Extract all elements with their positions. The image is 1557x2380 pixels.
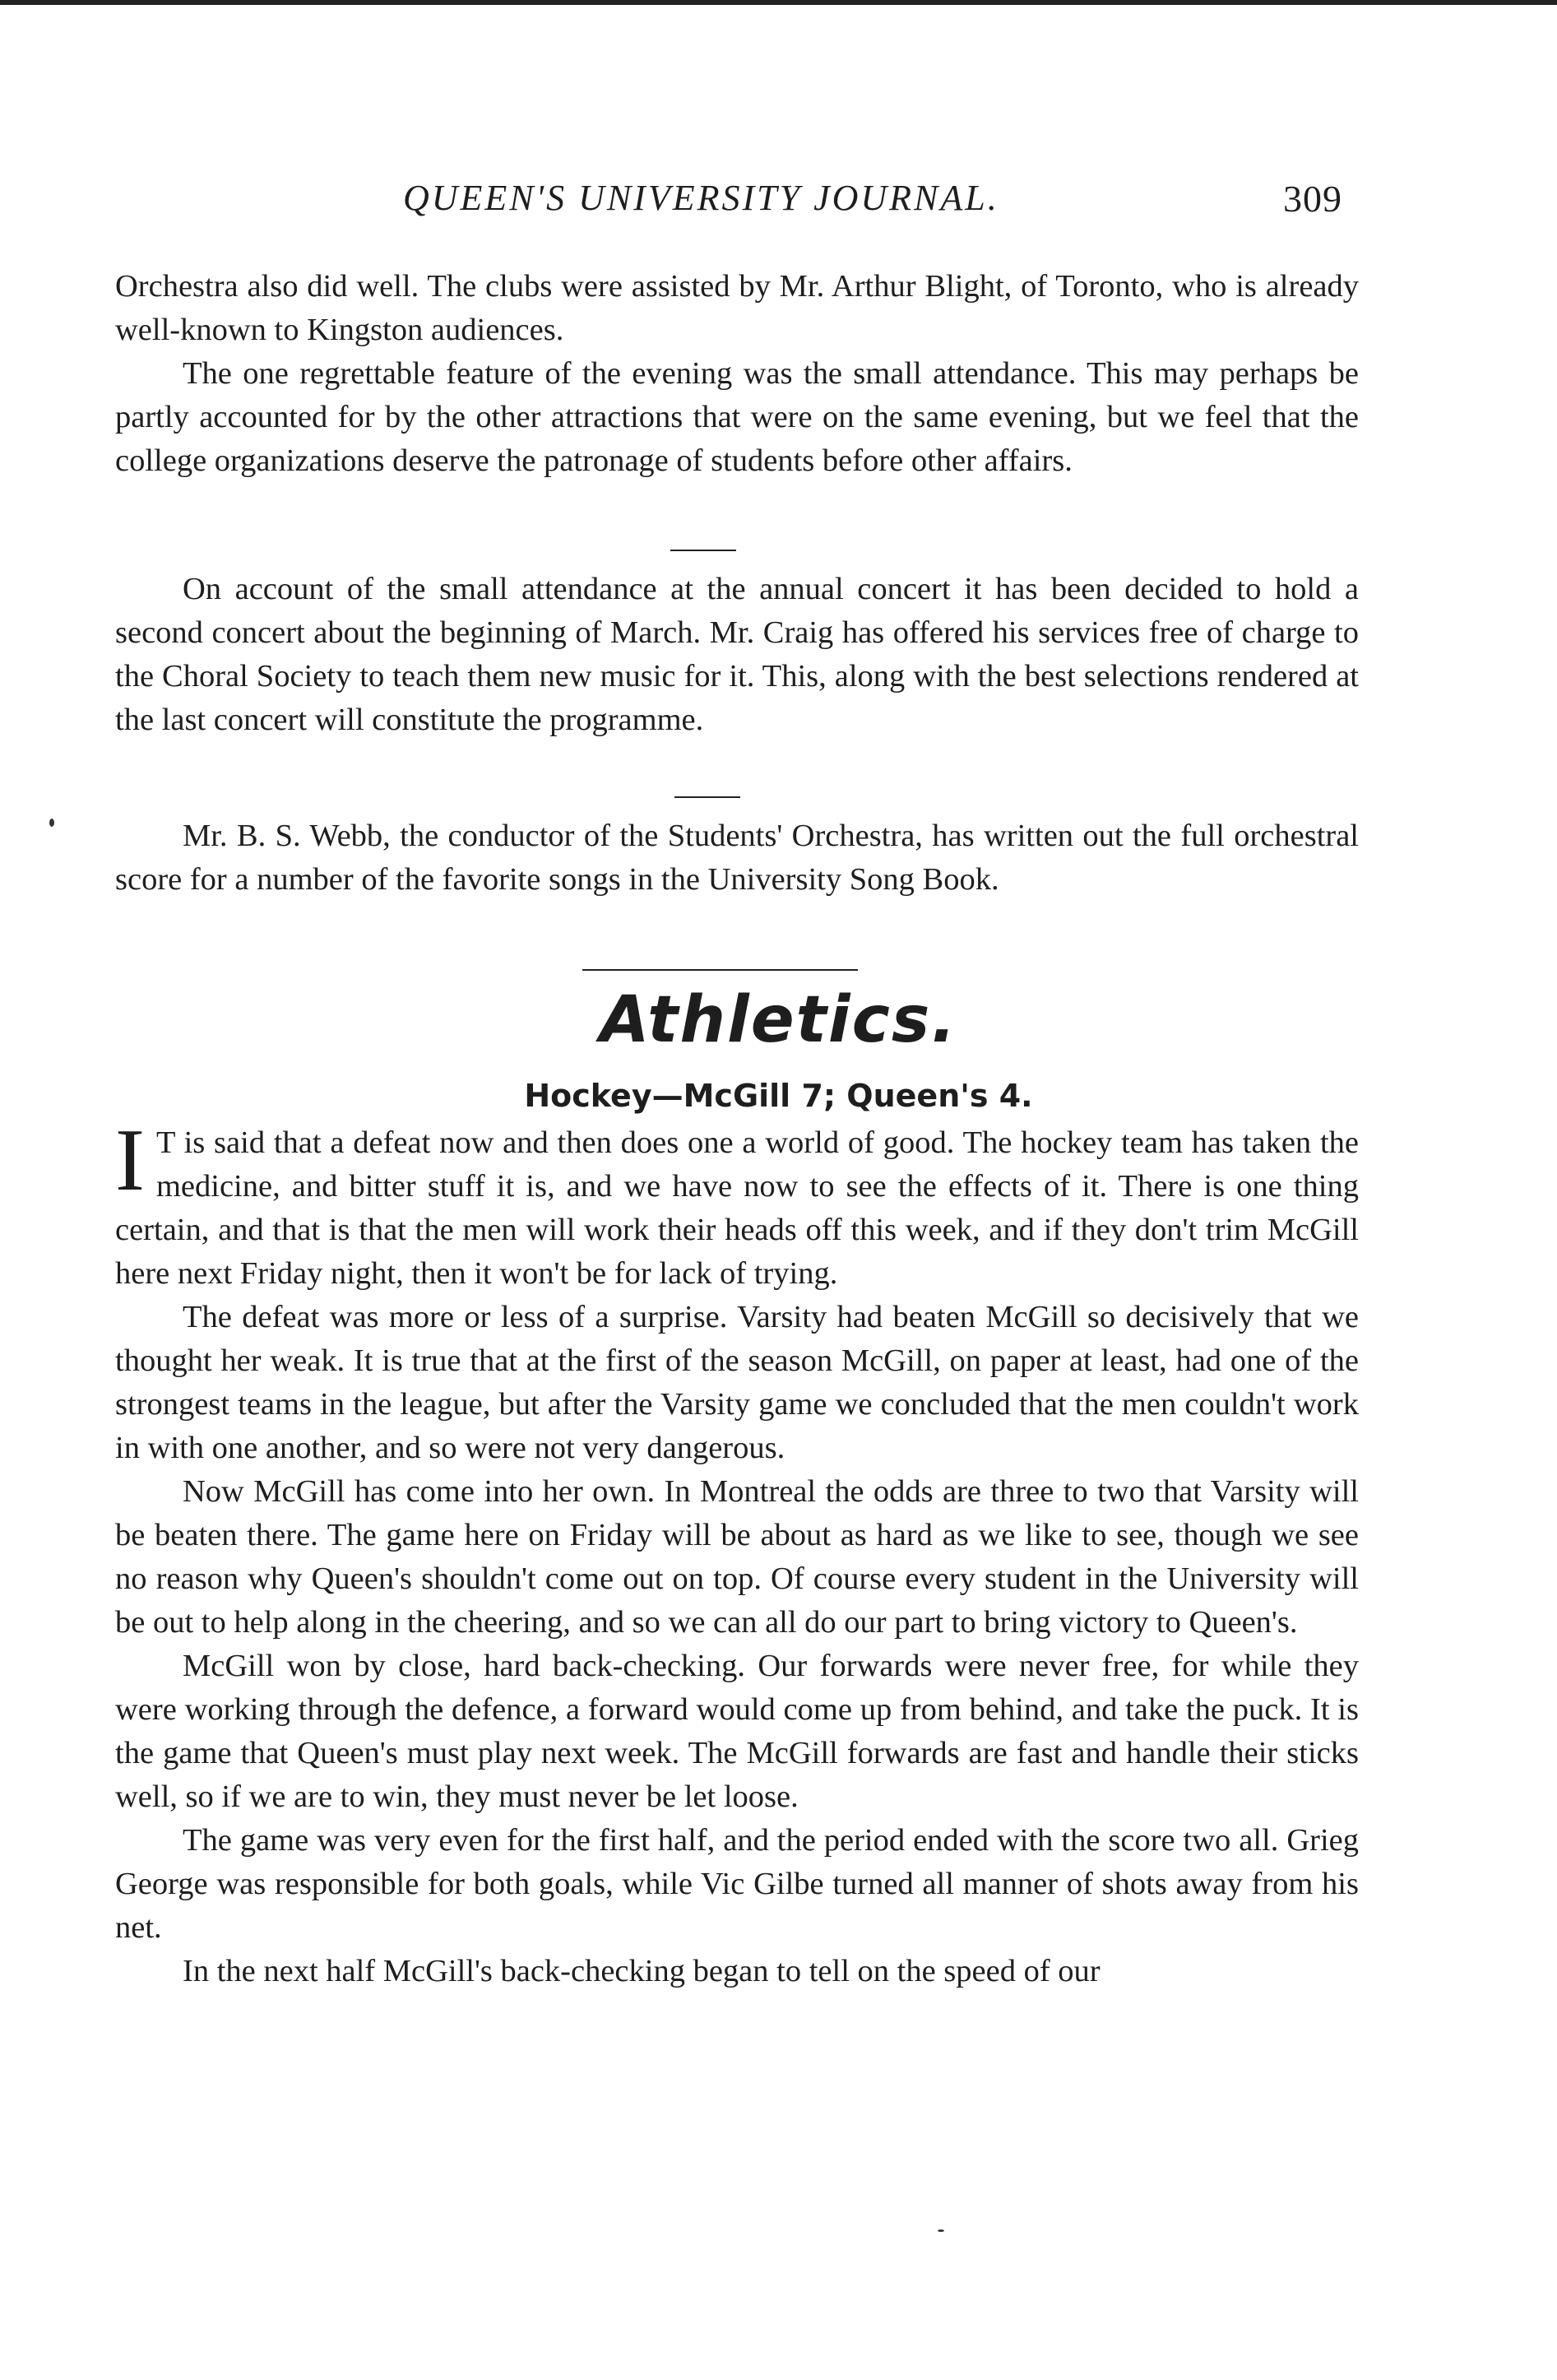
article-paragraph-1-text: T is said that a defeat now and then does one a world of good. The hockey team has taken the medicine, and bitter stuff it is, and we have now to see the effects of it. There is one thing certain, and that is that the men will work their heads off this week, and if they don't trim McGill here next Friday night, then it won't be for lack of trying. — [115, 1125, 1359, 1291]
scan-speck — [938, 2229, 944, 2232]
top-border-rule — [0, 0, 1557, 5]
scan-speck — [49, 819, 54, 827]
separator-rule-1 — [670, 550, 736, 551]
article-paragraph-3: Now McGill has come into her own. In Montreal the odds are three to two that Varsity will be beaten there. The game here on Friday will be about as hard as we like to see, though we see no reason why Queen's shouldn't come out on top. Of course every student in the University will be out to help along in the cheering, and so we can all do our part to bring victory to Queen's. — [115, 1474, 1359, 1640]
separator-rule-2 — [674, 796, 740, 798]
paragraph-second-concert: On account of the small attendance at the annual concert it has been decided to hold a second concert about the beginning of March. Mr. Craig has offered his services free of charge to the Choral Society to teach them new music for it. This, along with the best selections rendered at the last concert will constitute the programme. — [115, 572, 1359, 737]
section-title-athletics: Athletics. — [600, 983, 957, 1057]
paragraph-orchestra: Orchestra also did well. The clubs were assisted by Mr. Arthur Blight, of Toronto, who is already well-known to Kingston audiences. — [115, 269, 1359, 347]
article-paragraph-1 — [115, 1111, 1359, 1296]
paragraph-webb: Mr. B. S. Webb, the conductor of the Students' Orchestra, has written out the full orchestral score for a number of the favorite songs in the University Song Book. — [115, 819, 1359, 897]
paragraph-attendance: The one regrettable feature of the evening was the small attendance. This may perhaps be partly accounted for by the other attractions that were on the same evening, but we feel that the college organizations deserve the patronage of students before other affairs. — [115, 356, 1359, 478]
page-number: 309 — [1283, 178, 1342, 220]
top-text-block — [115, 265, 1359, 483]
hockey-subheading: Hockey—McGill 7; Queen's 4. — [524, 1078, 1033, 1114]
article-paragraph-6: In the next half McGill's back-checking began to tell on the speed of our — [183, 1954, 1101, 1988]
article-paragraph-2: The defeat was more or less of a surprise. Varsity had beaten McGill so decisively that we thought her weak. It is true that at the first of the season McGill, on paper at least, had one of the strongest teams in the league, but after the Varsity game we concluded that the men couldn't work in with one another, and so were not very dangerous. — [115, 1300, 1359, 1465]
concert-note-block — [115, 568, 1359, 742]
section-rule — [582, 969, 858, 971]
article-paragraph-4: McGill won by close, hard back-checking. Our forwards were never free, for while they were working through the defence, a forward would come up from behind, and take the puck. It is the game that Queen's must play next week. The McGill forwards are fast and handle their sticks well, so if we are to win, they must never be let loose. — [115, 1649, 1359, 1814]
running-title: QUEEN'S UNIVERSITY JOURNAL. — [403, 178, 999, 218]
drop-cap: I — [115, 1111, 145, 1209]
article-paragraph-5: The game was very even for the first half, and the period ended with the score two all. Grieg George was responsible for both goals, while Vic Gilbe turned all manner of shots away from his net. — [115, 1823, 1359, 1945]
athletics-article — [115, 1111, 1359, 1993]
webb-note-block — [115, 814, 1359, 902]
